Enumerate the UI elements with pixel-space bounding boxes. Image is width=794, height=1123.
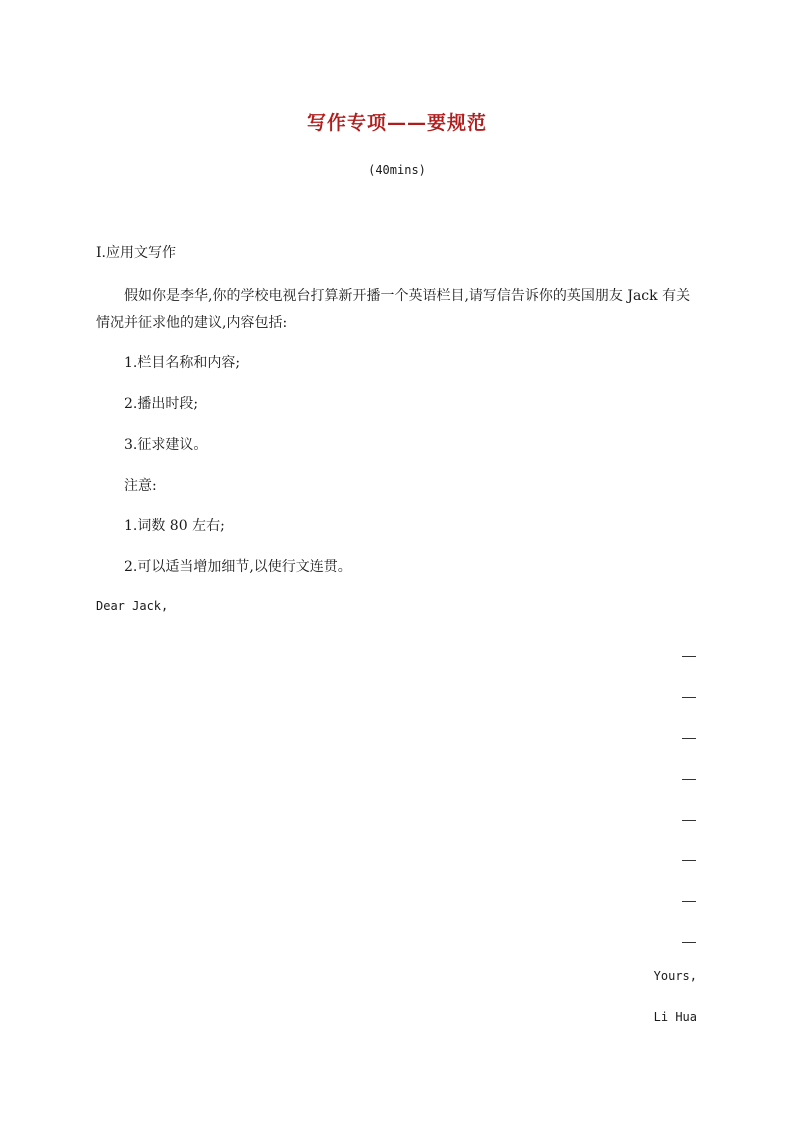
note-item: 2.可以适当增加细节,以使行文连贯。 (124, 559, 352, 575)
writing-blank-line (682, 738, 696, 739)
writing-blank-line (682, 820, 696, 821)
time-limit: (40mins) (368, 163, 426, 177)
content-item: 3.征求建议。 (124, 437, 208, 453)
prompt-text-line-1: 假如你是李华,你的学校电视台打算新开播一个英语栏目,请写信告诉你的英国朋友 Jack 有关 (124, 288, 691, 304)
letter-signature: Li Hua (653, 1010, 697, 1024)
content-item: 2.播出时段; (124, 396, 199, 412)
prompt-text-line-2: 情况并征求他的建议,内容包括: (96, 315, 288, 331)
note-item: 1.词数 80 左右; (124, 518, 225, 534)
section-heading: Ⅰ.应用文写作 (96, 245, 176, 261)
writing-blank-line (682, 779, 696, 780)
letter-closing: Yours, (653, 969, 697, 983)
letter-salutation: Dear Jack, (96, 599, 169, 613)
page-title: 写作专项——要规范 (306, 112, 487, 134)
writing-blank-line (682, 901, 696, 902)
content-item: 1.栏目名称和内容; (124, 355, 241, 371)
writing-blank-line (682, 942, 696, 943)
writing-blank-line (682, 860, 696, 861)
writing-blank-line (682, 656, 696, 657)
writing-blank-line (682, 697, 696, 698)
note-heading: 注意: (124, 478, 157, 494)
